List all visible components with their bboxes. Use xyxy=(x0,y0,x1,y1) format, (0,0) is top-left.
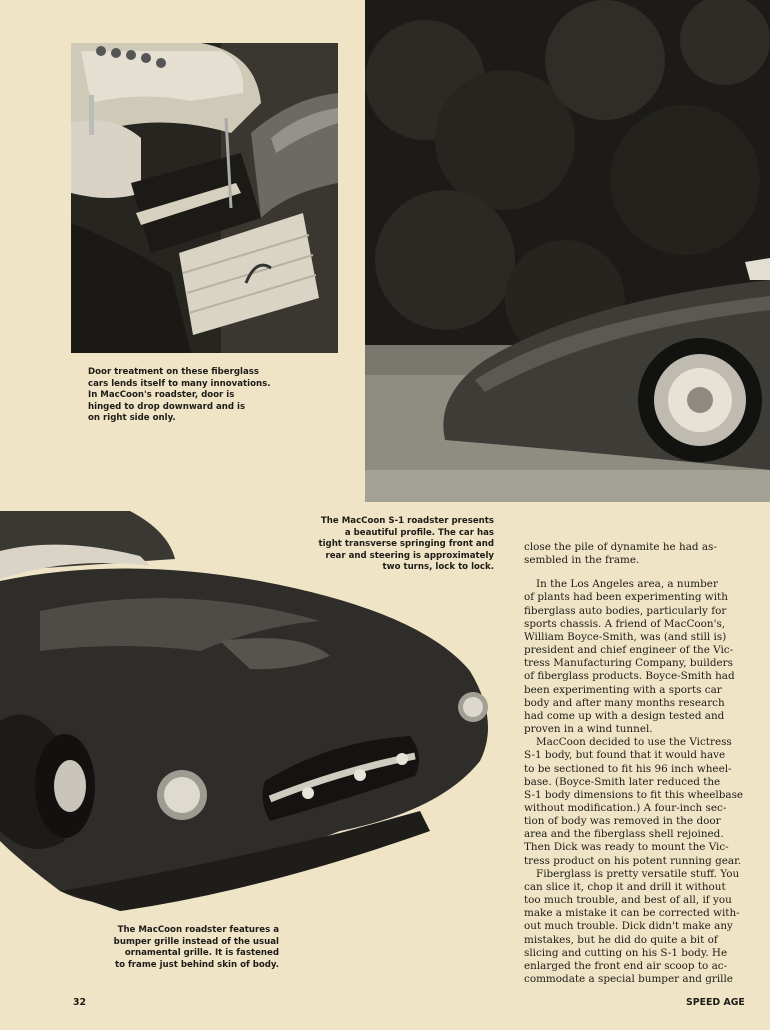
caption-line: rear and steering is approximately xyxy=(325,550,494,561)
magazine-name: SPEED AGE xyxy=(686,997,745,1008)
article-line: In the Los Angeles area, a number xyxy=(536,578,718,591)
article-line: Then Dick was ready to mount the Vic- xyxy=(524,841,729,854)
article-line: to be sectioned to fit his 96 inch wheel- xyxy=(524,762,732,775)
article-line: too much trouble, and best of all, if you xyxy=(524,894,732,907)
article-line: president and chief engineer of the Vic- xyxy=(524,644,734,657)
article-line: been experimenting with a sports car xyxy=(524,683,722,696)
caption-line: a beautiful profile. The car has xyxy=(344,527,494,538)
article-line: mistakes, but he did do quite a bit of xyxy=(524,933,718,946)
article-line: William Boyce-Smith, was (and still is) xyxy=(524,630,727,643)
article-line: fiberglass auto bodies, particularly for xyxy=(524,604,727,617)
caption-line: ornamental grille. It is fastened xyxy=(124,948,279,959)
article-line: enlarged the front end air scoop to ac- xyxy=(524,959,728,972)
caption-line: cars lends itself to many innovations. xyxy=(88,378,271,389)
article-line: MacCoon decided to use the Victress xyxy=(536,736,732,749)
caption-line: tight transverse springing front and xyxy=(318,539,494,550)
caption-line: on right side only. xyxy=(88,413,176,424)
article-line: make a mistake it can be corrected with- xyxy=(524,907,740,920)
caption-line: In MacCoon's roadster, door is xyxy=(88,390,235,401)
article-line: tress product on his potent running gear. xyxy=(524,854,742,867)
caption-line: The MacCoon roadster features a xyxy=(117,925,279,935)
caption-line: to frame just behind skin of body. xyxy=(115,959,279,970)
article-line: close the pile of dynamite he had as- xyxy=(524,541,717,553)
article-line: proven in a wind tunnel. xyxy=(524,723,653,736)
caption-line: Door treatment on these fiberglass xyxy=(88,367,259,377)
caption-line: The MacCoon S-1 roadster presents xyxy=(320,516,494,526)
article-line: commodate a special bumper and grille xyxy=(524,973,733,985)
caption-line: hinged to drop downward and is xyxy=(88,401,246,412)
article-line: S-1 body dimensions to fit this wheelbase xyxy=(524,788,744,801)
article-line: sembled in the frame. xyxy=(524,554,640,567)
article-line: without modification.) A four-inch sec- xyxy=(524,801,727,814)
article-line: of plants had been experimenting with xyxy=(524,591,728,604)
article-line: Fiberglass is pretty versatile stuff. You xyxy=(536,867,740,880)
article-line: area and the fiberglass shell rejoined. xyxy=(524,828,724,841)
profile-caption xyxy=(318,516,494,574)
article-line: tress Manufacturing Company, builders xyxy=(524,657,733,670)
article-line: sports chassis. A friend of MacCoon's, xyxy=(524,617,726,630)
article-line: can slice it, chop it and drill it without xyxy=(524,880,726,893)
article-line: had come up with a design tested and xyxy=(524,709,725,722)
page-number: 32 xyxy=(73,997,87,1008)
door-photo xyxy=(71,43,338,353)
article-line: S-1 body, but found that it would have xyxy=(524,749,726,762)
door-caption xyxy=(88,367,270,425)
article-body xyxy=(524,541,744,986)
article-line: slicing and cutting on his S-1 body. He xyxy=(524,946,728,959)
article-line: body and after many months research xyxy=(524,696,725,709)
paragraph-gap xyxy=(524,567,740,578)
grille-caption xyxy=(114,925,279,971)
caption-line: two turns, lock to lock. xyxy=(382,562,494,573)
article-line: of fiberglass products. Boyce-Smith had xyxy=(524,670,735,683)
article-line: base. (Boyce-Smith later reduced the xyxy=(524,775,721,788)
profile-photo xyxy=(365,0,770,502)
article-line: tion of body was removed in the door xyxy=(524,815,721,828)
article-line: out much trouble. Dick didn't make any xyxy=(524,920,733,933)
caption-line: bumper grille instead of the usual xyxy=(113,936,279,947)
